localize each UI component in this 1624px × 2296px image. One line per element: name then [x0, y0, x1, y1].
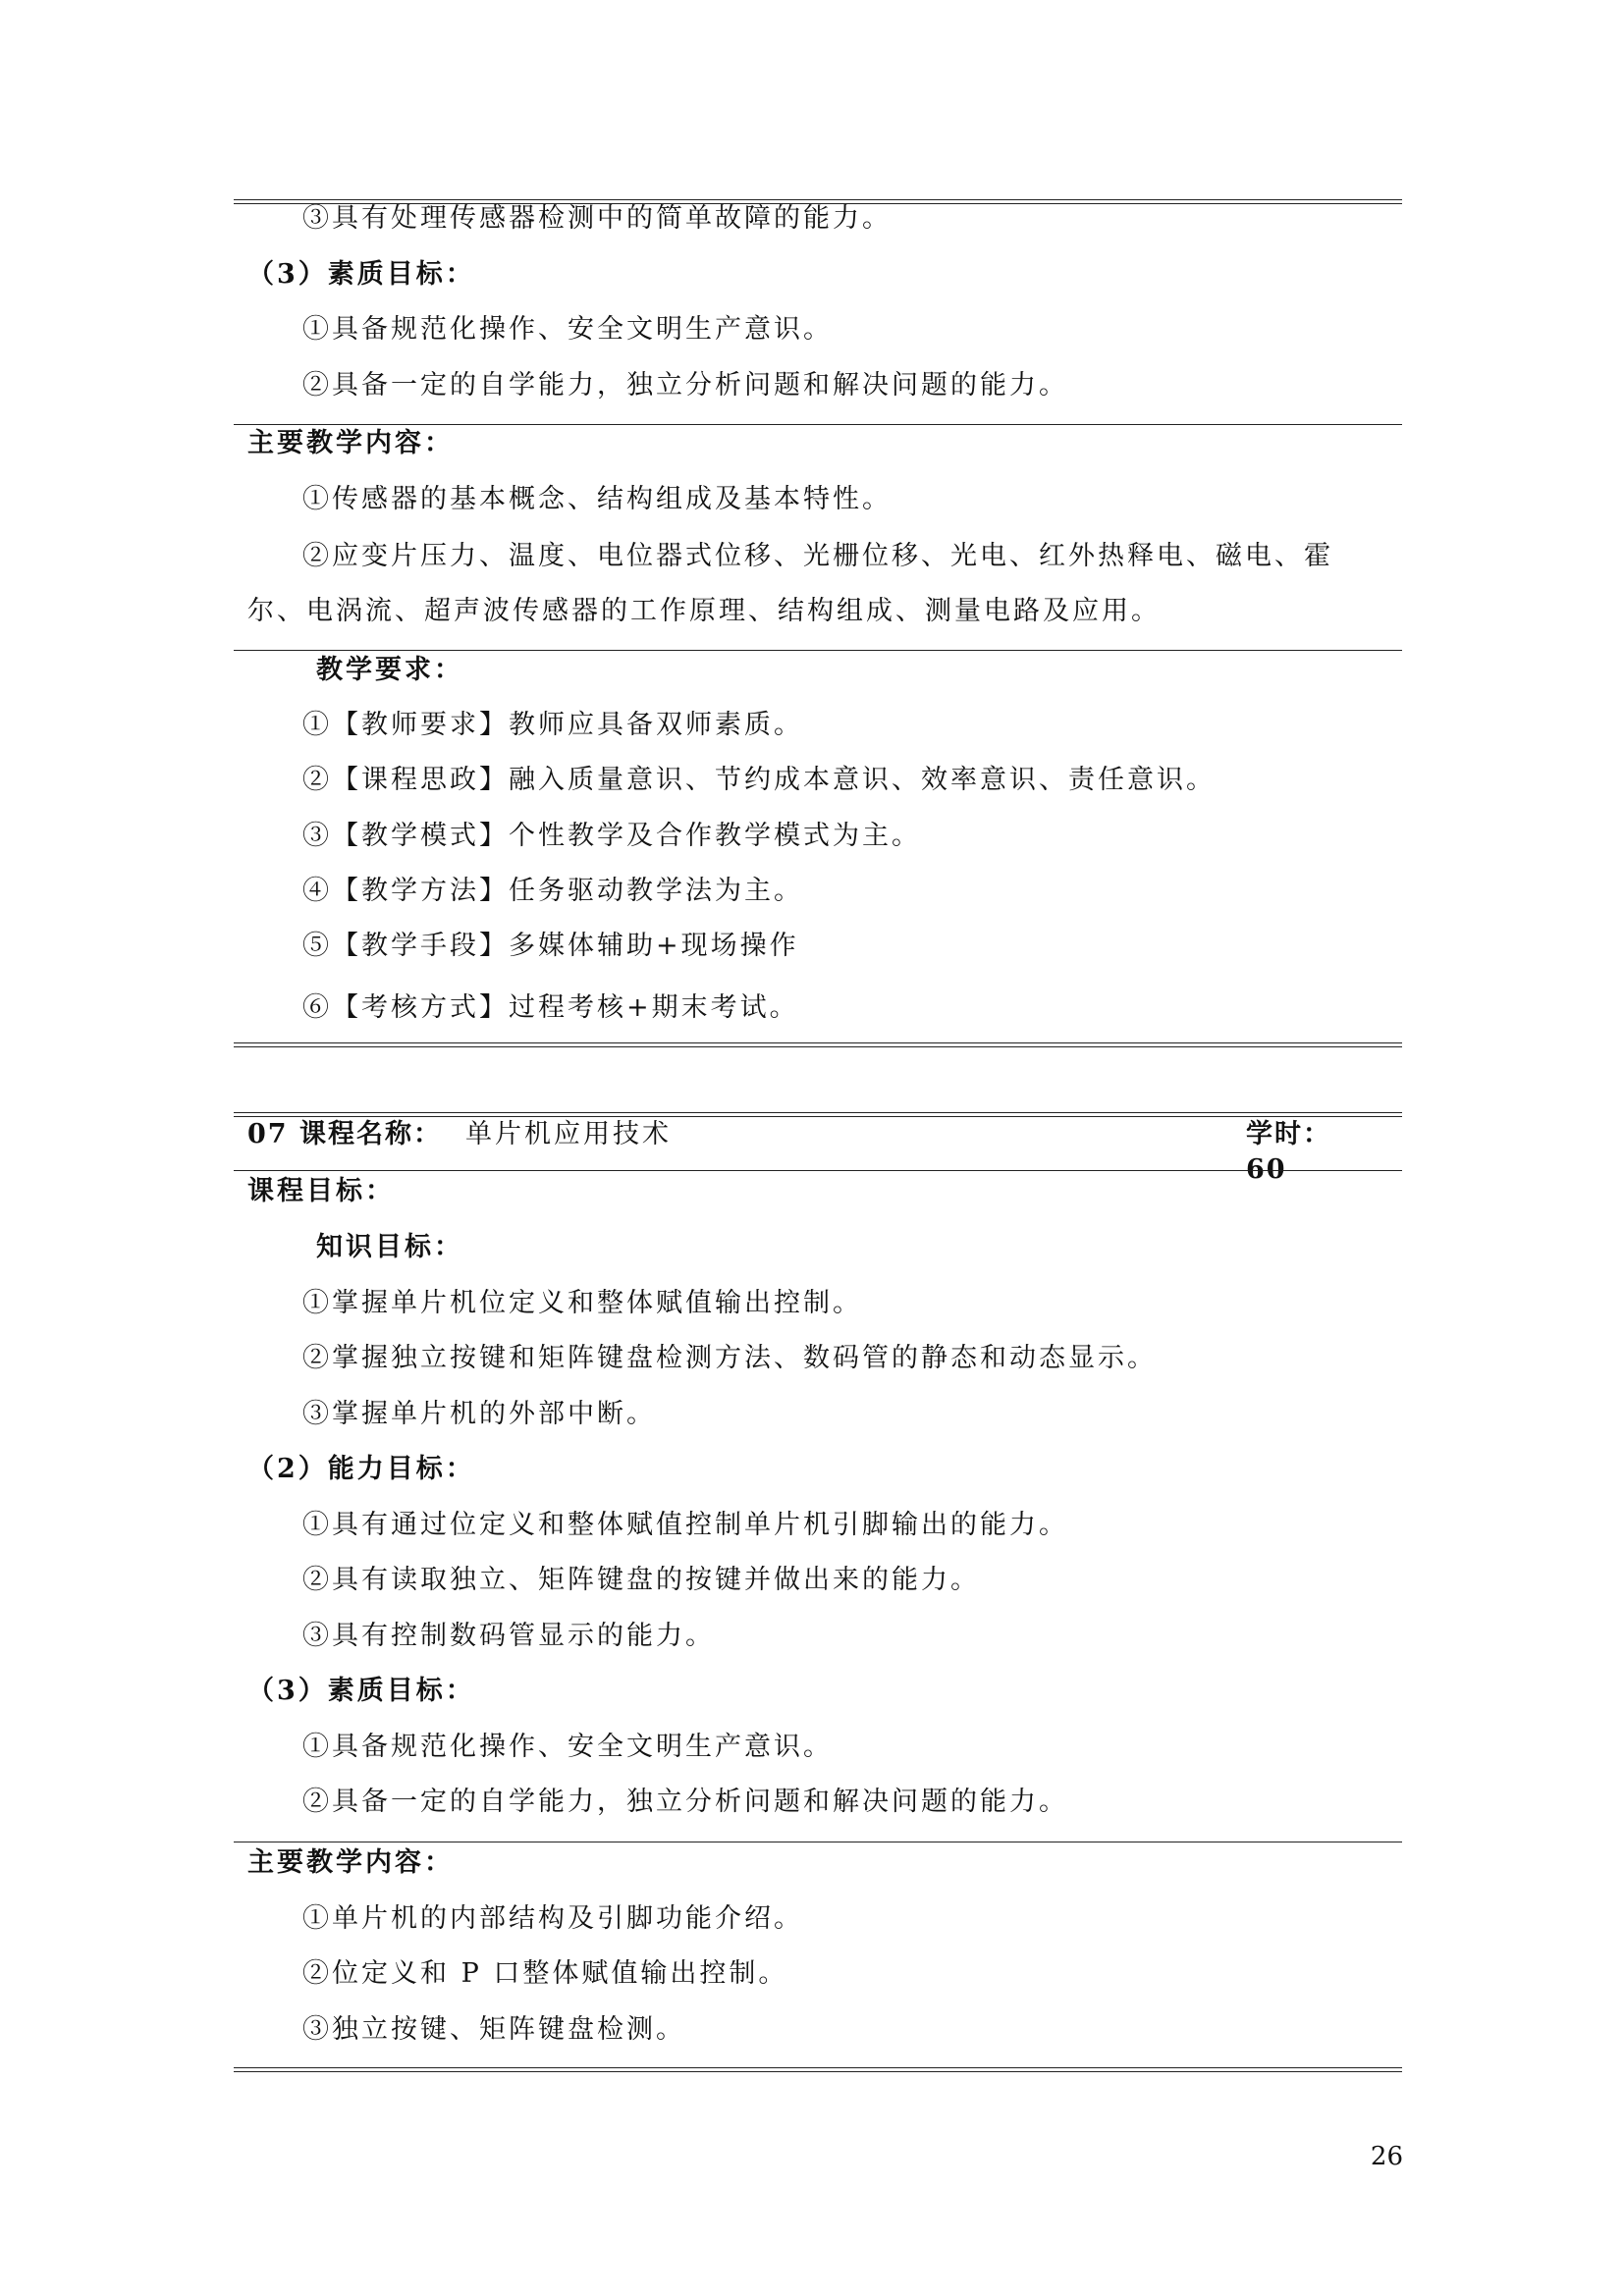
quality-heading: （3）素质目标：	[247, 1676, 475, 1706]
knowledge-heading: 知识目标：	[316, 1232, 463, 1262]
requirements-heading: 教学要求：	[316, 655, 463, 685]
section-rule	[234, 1170, 1402, 1171]
ability-item: ①具有通过位定义和整体赋值控制单片机引脚输出的能力。	[302, 1510, 1068, 1540]
knowledge-item: ②掌握独立按键和矩阵键盘检测方法、数码管的静态和动态显示。	[302, 1343, 1157, 1373]
requirement-item: ①【教师要求】教师应具备双师素质。	[302, 710, 803, 740]
course-code-label: 07 课程名称：	[247, 1119, 442, 1149]
ability-item: ③具有处理传感器检测中的简单故障的能力。	[302, 203, 892, 234]
knowledge-item: ①掌握单片机位定义和整体赋值输出控制。	[302, 1288, 862, 1318]
goal-heading: 课程目标：	[247, 1176, 395, 1206]
ability-heading: （2）能力目标：	[247, 1454, 475, 1484]
requirement-item: ④【教学方法】任务驱动教学法为主。	[302, 876, 803, 906]
page-number: 26	[1370, 2142, 1403, 2171]
quality-item: ①具备规范化操作、安全文明生产意识。	[302, 314, 833, 345]
requirement-item: ②【课程思政】融入质量意识、节约成本意识、效率意识、责任意识。	[302, 765, 1216, 795]
quality-item: ②具备一定的自学能力，独立分析问题和解决问题的能力。	[302, 370, 1068, 400]
section-rule	[234, 424, 1402, 425]
quality-heading: （3）素质目标：	[247, 259, 475, 290]
content-heading: 主要教学内容：	[247, 1847, 454, 1878]
ability-item: ③具有控制数码管显示的能力。	[302, 1621, 715, 1651]
course-name: 单片机应用技术	[465, 1119, 672, 1149]
quality-item: ①具备规范化操作、安全文明生产意识。	[302, 1732, 833, 1762]
content-item-wrapped: ②应变片压力、温度、电位器式位移、光栅位移、光电、红外热释电、磁电、霍尔、电涡流、超声波传感器的工作原理、结构组成、测量电路及应用。	[247, 541, 1333, 626]
ability-item: ②具有读取独立、矩阵键盘的按键并做出来的能力。	[302, 1565, 980, 1595]
requirement-item: ③【教学模式】个性教学及合作教学模式为主。	[302, 821, 921, 851]
content-heading: 主要教学内容：	[247, 428, 454, 458]
content-item: ③独立按键、矩阵键盘检测。	[302, 2014, 685, 2045]
bottom-double-rule	[234, 1042, 1402, 1047]
requirement-item: ⑤【教学手段】多媒体辅助+现场操作	[302, 931, 799, 961]
knowledge-item: ③掌握单片机的外部中断。	[302, 1399, 656, 1429]
content-item: ②位定义和 P 口整体赋值输出控制。	[302, 1958, 788, 1989]
requirement-item: ⑥【考核方式】过程考核+期末考试。	[302, 992, 799, 1023]
section-rule	[234, 650, 1402, 651]
quality-item: ②具备一定的自学能力，独立分析问题和解决问题的能力。	[302, 1787, 1068, 1817]
content-item: ①单片机的内部结构及引脚功能介绍。	[302, 1903, 803, 1934]
content-item: ①传感器的基本概念、结构组成及基本特性。	[302, 484, 892, 514]
course-hours: 学时：60	[1246, 1119, 1331, 1185]
bottom-double-rule	[234, 2067, 1402, 2072]
